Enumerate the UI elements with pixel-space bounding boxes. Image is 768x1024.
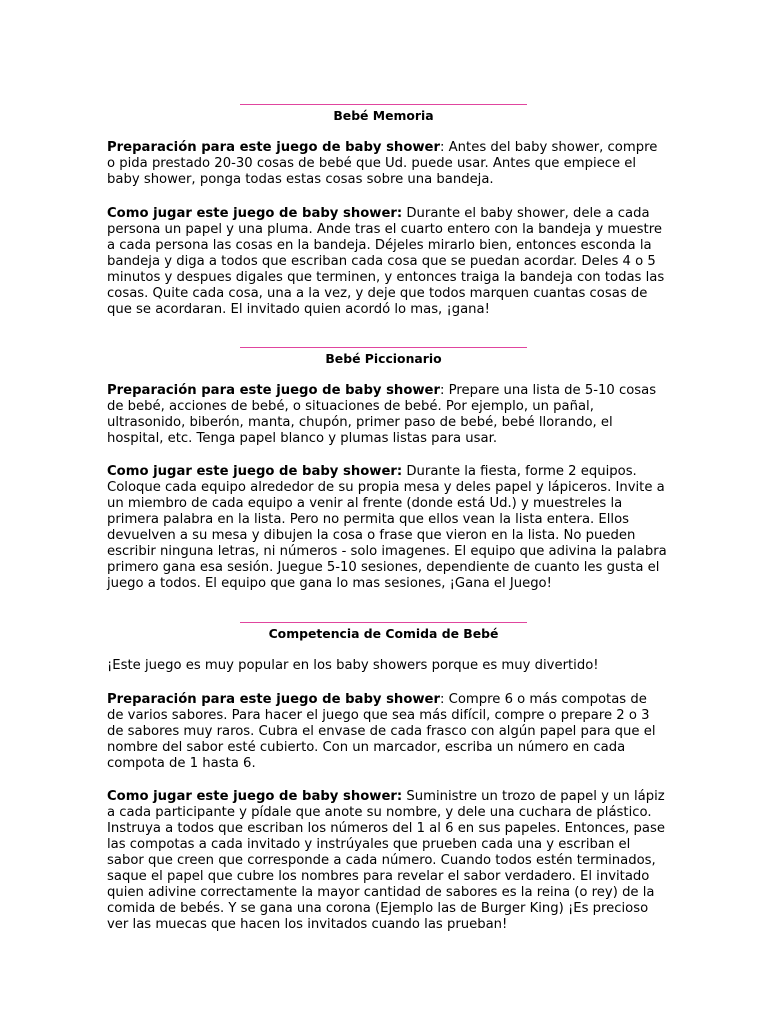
paragraph-text: Durante la fiesta, forme 2 equipos. Coloque cada equipo alrededor de su propia mesa y deles papel y lápiceros. Invite a un miembro de cada equipo a venir al frente (donde está Ud.) y muestreles la primera palabra en la lista. Pero no permita que ellos vean la lista entera. Ellos devuelven a su mesa y dibujen la cosa o frase que vieron en la lista. No pueden escribir ninguna letras, ni números - solo imagenes. El equipo que adivina la palabra primero gana esa sesión. Juegue 5-10 sesiones, dependiente de cuanto les gusta el juego a todos. El equipo que gana lo mas sesiones, ¡Gana el Juego! (107, 464, 667, 591)
pink-divider (240, 347, 527, 348)
pink-divider (240, 622, 527, 623)
label-separator: : (440, 692, 445, 707)
section-heading: Bebé Piccionario (325, 351, 442, 366)
section-heading: Competencia de Comida de Bebé (268, 626, 499, 641)
paragraph-label: Preparación para este juego de baby shower (107, 383, 441, 398)
paragraph-text: Antes del baby shower, compre o pida prestado 20-30 cosas de bebé que Ud. puede usar. Antes que empiece el baby shower, ponga todas estas cosas sobre una bandeja. (107, 140, 658, 187)
paragraph-label: Como jugar este juego de baby shower: (107, 789, 403, 804)
section-heading: Bebé Memoria (333, 108, 434, 123)
paragraph-text: Durante el baby shower, dele a cada persona un papel y una pluma. Ande tras el cuarto entero con la bandeja y muestre a cada persona las cosas en la bandeja. Déjeles mirarlo bien, entonces esconda la bandeja y diga a todos que escriban cada cosa que se puedan acordar. Deles 4 o 5 minutos y despues digales que terminen, y entonces traiga la bandeja con todas las cosas. Quite cada cosa, una a la vez, y deje que todos marquen cuantas cosas de que se acordaran. El invitado quien acordó lo mas, ¡gana! (107, 206, 665, 317)
paragraph-text: Suministre un trozo de papel y un lápiz a cada participante y pídale que anote su nombre, y dele una cuchara de plástico. Instruya a todos que escriban los números del 1 al 6 en sus papeles. Entonces, pase las compotas a cada invitado y instrúyales que prueben cada una y escriban el sabor que creen que corresponde a cada número. Cuando todos estén terminados, saque el papel que cubre los nombres para revelar el sabor verdadero. El invitado quien adivine correctamente la mayor cantidad de sabores es la reina (o rey) de la comida de bebés. Y se gana una corona (Ejemplo las de Burger King) ¡Es precioso ver las muecas que hacen los invitados cuando las prueban! (107, 789, 665, 932)
instructions-paragraph (107, 206, 667, 318)
label-separator: : (440, 383, 445, 398)
paragraph-label: Como jugar este juego de baby shower: (107, 206, 403, 221)
paragraph-text: Compre 6 o más compotas de de varios sabores. Para hacer el juego que sea más difícil, compre o prepare 2 o 3 de sabores muy raros. Cubra el envase de cada frasco con algún papel para que el nombre del sabor esté cubierto. Con un marcador, escriba un número en cada compota de 1 hasta 6. (107, 692, 656, 771)
label-separator: : (440, 140, 445, 155)
preparation-paragraph (107, 383, 667, 447)
paragraph-label: Preparación para este juego de baby shower (107, 692, 441, 707)
pink-divider (240, 104, 527, 105)
preparation-paragraph (107, 692, 667, 772)
instructions-paragraph (107, 464, 667, 592)
preparation-paragraph (107, 140, 667, 188)
instructions-paragraph (107, 789, 667, 933)
paragraph-text: Prepare una lista de 5-10 cosas de bebé, acciones de bebé, o situaciones de bebé. Por ejemplo, un pañal, ultrasonido, biberón, manta, chupón, primer paso de bebé, bebé llorando, el hospital, etc. Tenga papel blanco y plumas listas para usar. (107, 383, 657, 446)
intro-paragraph: ¡Este juego es muy popular en los baby showers porque es muy divertido! (107, 658, 599, 673)
paragraph-label: Como jugar este juego de baby shower: (107, 464, 403, 479)
paragraph-label: Preparación para este juego de baby shower (107, 140, 441, 155)
